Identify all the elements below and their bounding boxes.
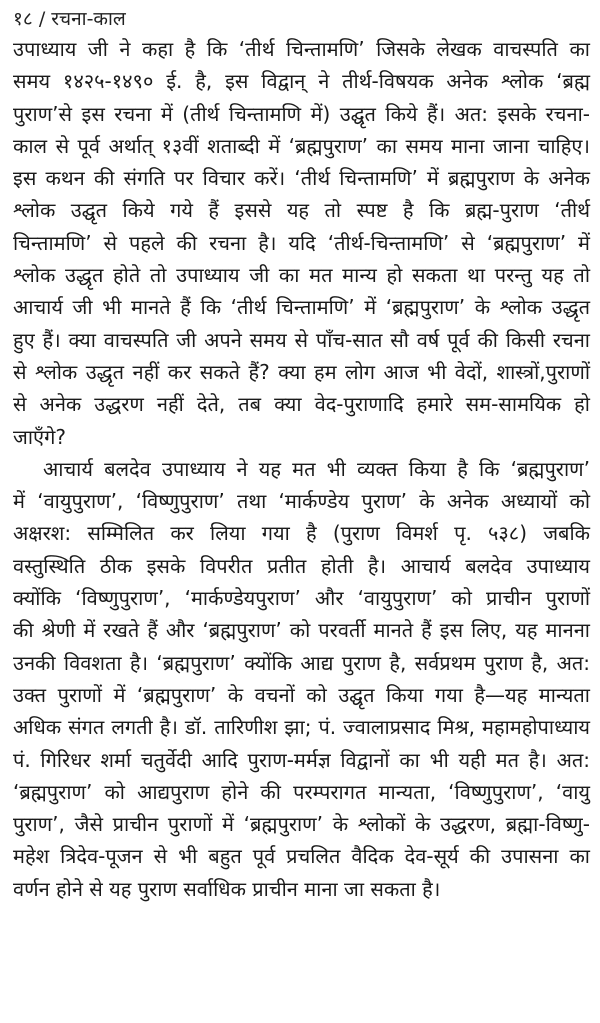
running-header — [13, 6, 126, 32]
text-line: जाएँगे? — [13, 424, 66, 449]
text-line: क्योंकि ‘विष्णुपुराण’, ‘मार्कण्डेयपुराण’ और ‘वायुपुराण’ को प्राचीन पुराणों — [13, 586, 590, 611]
text-line: वर्णन होने से यह पुराण सर्वाधिक प्राचीन माना जा सकता है। — [13, 876, 441, 901]
text-line: में ‘वायुपुराण’, ‘विष्णुपुराण’ तथा ‘मार्कण्डेय पुराण’ के अनेक अध्यायों को — [13, 489, 590, 514]
text-line: अक्षरश: सम्मिलित कर लिया गया है (पुराण विमर्श पृ. ५३८) जबकि — [13, 521, 590, 546]
text-line: से श्लोक उद्धृत नहीं कर सकते हैं? क्या हम लोग आज भी वेदों, शास्त्रों,पुराणों — [13, 359, 590, 384]
chapter-title: रचना-काल — [51, 8, 126, 30]
text-line: हुए हैं। क्या वाचस्पति जी अपने समय से पाँच-सात सौ वर्ष पूर्व की किसी रचना — [13, 327, 590, 352]
text-line: काल से पूर्व अर्थात् १३वीं शताब्दी में ‘ब्रह्मपुराण’ का समय माना जाना चाहिए। — [13, 133, 590, 158]
text-line: श्लोक उद्घृत किये गये हैं इससे यह तो स्पष्ट है कि ब्रह्म-पुराण ‘तीर्थ — [13, 198, 590, 223]
text-line: चिन्तामणि’ से पहले की रचना है। यदि ‘तीर्थ-चिन्तामणि’ से ‘ब्रह्मपुराण’ में — [13, 230, 590, 255]
text-line: से अनेक उद्धरण नहीं देते, तब क्या वेद-पुराणादि हमारे सम-सामयिक हो — [13, 392, 590, 417]
text-line: पुराण’, जैसे प्राचीन पुराणों में ‘ब्रह्मपुराण’ के श्लोकों के उद्धरण, ब्रह्मा-विष्णु- — [13, 812, 590, 837]
text-line: उनकी विवशता है। ‘ब्रह्मपुराण’ क्योंकि आद्य पुराण है, सर्वप्रथम पुराण है, अत: — [13, 650, 590, 675]
text-line: महेश त्रिदेव-पूजन से भी बहुत पूर्व प्रचलित वैदिक देव-सूर्य की उपासना का — [13, 844, 590, 869]
page-number: १८ — [13, 8, 33, 30]
text-line: आचार्य बलदेव उपाध्याय ने यह मत भी व्यक्त किया है कि ‘ब्रह्मपुराण’ — [43, 456, 590, 481]
text-line: की श्रेणी में रखते हैं और ‘ब्रह्मपुराण’ को परवर्ती मानते हैं इस लिए, यह मानना — [13, 618, 590, 643]
text-line: पं. गिरिधर शर्मा चतुर्वेदी आदि पुराण-मर्मज्ञ विद्वानों का भी यही मत है। अत: — [13, 747, 590, 772]
text-line: आचार्य जी भी मानते हैं कि ‘तीर्थ चिन्तामणि’ में ‘ब्रह्मपुराण’ के श्लोक उद्धृत — [13, 295, 590, 320]
text-line: समय १४२५-१४९० ई. है, इस विद्वान् ने तीर्थ-विषयक अनेक श्लोक ‘ब्रह्म — [13, 69, 590, 94]
text-line: वस्तुस्थिति ठीक इसके विपरीत प्रतीत होती है। आचार्य बलदेव उपाध्याय — [13, 553, 590, 578]
body-text — [13, 33, 590, 905]
text-line: उक्त पुराणों में ‘ब्रह्मपुराण’ के वचनों को उद्घृत किया गया है—यह मान्यता — [13, 682, 590, 707]
text-line: अधिक संगत लगती है। डॉ. तारिणीश झा; पं. ज्वालाप्रसाद मिश्र, महामहोपाध्याय — [13, 715, 590, 740]
text-line: ‘ब्रह्मपुराण’ को आद्यपुराण होने की परम्परागत मान्यता, ‘विष्णुपुराण’, ‘वायु — [13, 779, 590, 804]
header-separator: / — [38, 8, 46, 30]
text-line: इस कथन की संगति पर विचार करें। ‘तीर्थ चिन्तामणि’ में ब्रह्मपुराण के अनेक — [13, 166, 590, 191]
text-line: पुराण’से इस रचना में (तीर्थ चिन्तामणि में) उद्घृत किये हैं। अत: इसके रचना- — [13, 101, 590, 126]
text-line: उपाध्याय जी ने कहा है कि ‘तीर्थ चिन्तामणि’ जिसके लेखक वाचस्पति का — [13, 37, 590, 61]
text-line: श्लोक उद्धृत होते तो उपाध्याय जी का मत मान्य हो सकता था परन्तु यह तो — [13, 263, 590, 288]
